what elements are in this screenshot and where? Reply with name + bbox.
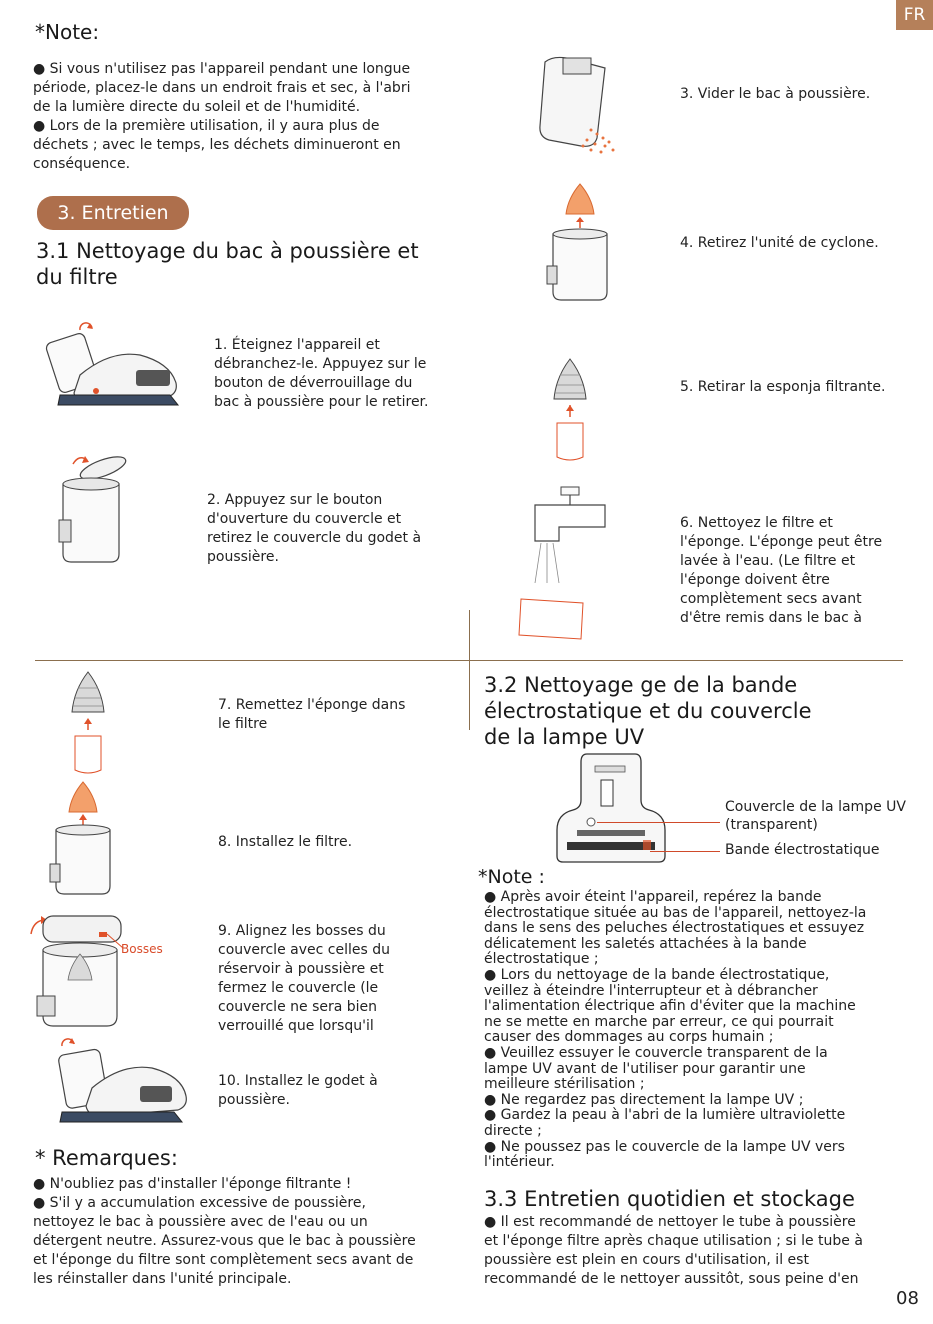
- subsection-1-heading: 3.1 Nettoyage du bac à poussière et du filtre: [36, 239, 419, 289]
- step8-illustration: [48, 778, 118, 898]
- subsection-3-body: ● Il est recommandé de nettoyer le tube à poussière et l'éponge filtre après chaque utilisation ; si le tube à poussière est plein en cours d'utilisation, il est recommandé de le nettoyer aussitôt, sous peine d'en: [484, 1214, 863, 1287]
- subsection-2-heading: 3.2 Nettoyage ge de la bande électrostatique et du couvercle de la lampe UV: [484, 673, 812, 749]
- step8-text: 8. Installez le filtre.: [218, 834, 353, 850]
- note-top-title: *Note:: [35, 20, 100, 44]
- section-title-pill: 3. Entretien: [37, 196, 189, 230]
- step2-illustration: [55, 448, 135, 568]
- step9-illustration: [25, 908, 175, 1033]
- remarques-body: ● N'oubliez pas d'installer l'éponge filtrante ! ● S'il y a accumulation excessive de poussière, nettoyez le bac à poussière avec de l'eau ou un détergent neutre. Assurez-vous que le bac à poussière et l'éponge du filtre sont complètement secs avant de les réinstaller dans l'unité principale.: [33, 1176, 416, 1287]
- step1-illustration: [40, 315, 190, 415]
- align-lid-icon: [25, 908, 175, 1033]
- install-filter-icon: [48, 778, 118, 898]
- device-underside-icon: [555, 752, 667, 864]
- step5-illustration: [545, 355, 595, 465]
- uv-cover-leader: [597, 822, 720, 823]
- vacuum-reassembled-icon: [42, 1032, 192, 1132]
- cyclone-unit-icon: [545, 178, 615, 303]
- step6-text: 6. Nettoyez le filtre et l'éponge. L'éponge peut être lavée à l'eau. (Le filtre et l'éponge doivent être complètement secs avant d'être remis dans le bac à: [680, 515, 883, 626]
- subsection-3-heading: 3.3 Entretien quotidien et stockage: [484, 1187, 855, 1211]
- step3-illustration: [525, 50, 625, 160]
- band-leader: [650, 851, 720, 852]
- step6-illustration: [515, 487, 625, 637]
- filter-sponge-insert-icon: [63, 668, 113, 778]
- step10-illustration: [42, 1032, 192, 1132]
- section-divider: [35, 660, 903, 661]
- note-top-body: ● Si vous n'utilisez pas l'appareil pendant une longue période, placez-le dans un endroit frais et sec, à l'abri de la lumière directe du soleil et de l'humidité. ● Lors de la première utilisation, il y aura plus de déchets ; avec le temps, les déchets diminueront en conséquence.: [33, 61, 411, 172]
- step1-text: 1. Éteignez l'appareil et débranchez-le. Appuyez sur le bouton de déverrouillage du bac à poussière pour le retirer.: [214, 337, 429, 410]
- step2-text: 2. Appuyez sur le bouton d'ouverture du couvercle et retirez le couvercle du godet à poussière.: [207, 492, 422, 565]
- bosses-label: Bosses: [121, 942, 163, 956]
- step5-text: 5. Retirar la esponja filtrante.: [680, 379, 886, 395]
- step10-text: 10. Installez le godet à poussière.: [218, 1073, 378, 1108]
- page-number: 08: [896, 1288, 919, 1309]
- step7-text: 7. Remettez l'éponge dans le filtre: [218, 697, 406, 732]
- remarques-title: * Remarques:: [35, 1146, 178, 1170]
- water-tap-icon: [515, 487, 625, 637]
- step4-text: 4. Retirez l'unité de cyclone.: [680, 235, 879, 251]
- band-label: Bande électrostatique: [725, 842, 880, 858]
- step3-text: 3. Vider le bac à poussière.: [680, 86, 871, 102]
- step9-text: 9. Alignez les bosses du couvercle avec celles du réservoir à poussière et fermez le couvercle (le couvercle ne sera bien verrouillé que lorsqu'il: [218, 923, 390, 1034]
- uv-lamp-illustration: [555, 752, 667, 864]
- uv-cover-label: Couvercle de la lampe UV (transparent): [725, 799, 906, 833]
- step4-illustration: [545, 178, 615, 303]
- note-uv-title: *Note :: [478, 866, 545, 888]
- dust-bin-open-lid-icon: [55, 448, 135, 568]
- vacuum-icon: [40, 315, 190, 415]
- step7-illustration: [63, 668, 113, 778]
- column-divider: [469, 610, 470, 730]
- empty-bin-icon: [525, 50, 625, 160]
- note-uv-body: ● Après avoir éteint l'appareil, repérez la bande électrostatique située au bas de l'appareil, nettoyez-la dans le sens des peluches électrostatiques et essuyez délicatement les saletés attachées à la bande électrostatique ; ● Lors du nettoyage de la bande électrostatique, veillez à éteindre l'interrupteur et à débrancher l'alimentation électrique afin d'éviter que la machine ne se mette en marche par erreur, ce qui pourrait causer des dommages au corps humain ; ● Veuillez essuyer le couvercle transparent de la lampe UV avant de l'utiliser pour garantir une meilleure stérilisation ; ● Ne regardez pas directement la lampe UV ; ● Gardez la peau à l'abri de la lumière ultraviolette directe ; ● Ne poussez pas le couvercle de la lampe UV vers l'intérieur.: [484, 889, 867, 1171]
- language-badge: FR: [896, 0, 933, 30]
- filter-sponge-icon: [545, 355, 595, 465]
